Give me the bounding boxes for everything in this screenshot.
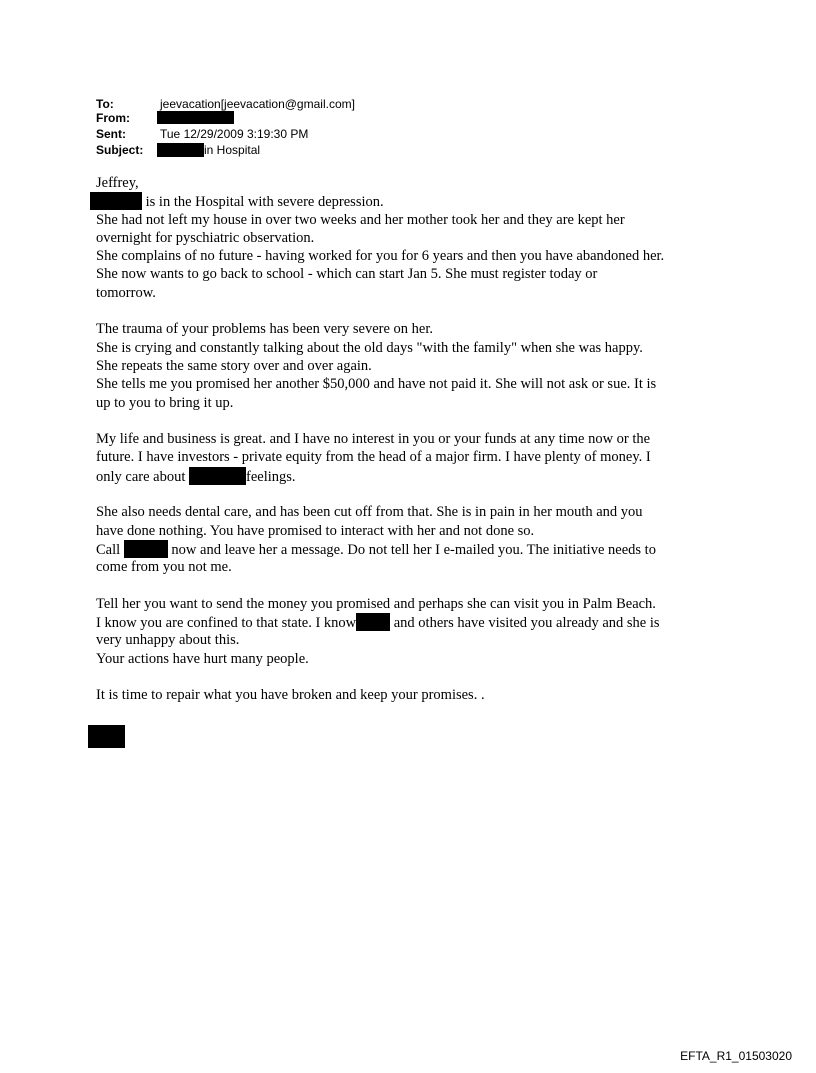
body-line: is in the Hospital with severe depression. <box>96 192 736 210</box>
subject-value-wrap <box>157 143 260 157</box>
to-value: jeevacation[jeevacation@gmail.com] <box>160 97 355 111</box>
body-line: It is time to repair what you have broken and keep your promises. . <box>96 687 485 704</box>
name-redaction <box>124 540 168 558</box>
name-redaction <box>356 613 390 631</box>
body-line: She repeats the same story over and over again. <box>96 357 372 374</box>
name-redaction <box>189 467 246 485</box>
body-line: She also needs dental care, and has been cut off from that. She is in pain in her mouth and you <box>96 504 643 521</box>
document-id: EFTA_R1_01503020 <box>680 1049 792 1063</box>
body-line: I know you are confined to that state. I know and others have visited you already and she is <box>96 615 660 632</box>
sent-label: Sent: <box>96 127 126 141</box>
subject-label: Subject: <box>96 143 144 157</box>
body-line: She tells me you promised her another $50,000 and have not paid it. She will not ask or sue. It is <box>96 376 657 393</box>
body-line: up to you to bring it up. <box>96 394 234 411</box>
email-body <box>96 174 736 705</box>
name-redaction <box>90 192 142 210</box>
signature-redaction <box>88 725 125 748</box>
body-line: very unhappy about this. <box>96 632 240 649</box>
body-line: future. I have investors - private equity from the head of a major firm. I have plenty of money. I <box>96 449 651 466</box>
body-line: only care about feelings. <box>96 468 296 485</box>
body-line: overnight for pyschiatric observation. <box>96 229 315 246</box>
sent-value: Tue 12/29/2009 3:19:30 PM <box>160 127 309 141</box>
body-line: come from you not me. <box>96 559 232 576</box>
greeting: Jeffrey, <box>96 175 139 191</box>
body-line: Call now and leave her a message. Do not tell her I e-mailed you. The initiative needs to <box>96 541 656 558</box>
to-label: To: <box>96 97 114 111</box>
subject-redaction <box>157 143 204 157</box>
body-line: She had not left my house in over two weeks and her mother took her and they are kept her <box>96 211 625 228</box>
body-line: tomorrow. <box>96 284 156 301</box>
from-redaction <box>157 111 234 125</box>
body-line: She is crying and constantly talking about the old days "with the family" when she was happy. <box>96 339 643 356</box>
from-label: From: <box>96 111 130 125</box>
body-line: She complains of no future - having worked for you for 6 years and then you have abandoned her. <box>96 248 665 265</box>
body-line: Tell her you want to send the money you promised and perhaps she can visit you in Palm Beach. <box>96 595 656 612</box>
body-line: The trauma of your problems has been very severe on her. <box>96 321 434 338</box>
body-line: She now wants to go back to school - which can start Jan 5. She must register today or <box>96 266 598 283</box>
body-line: Your actions have hurt many people. <box>96 650 309 667</box>
body-line: My life and business is great. and I have no interest in you or your funds at any time now or the <box>96 431 651 448</box>
subject-value: in Hospital <box>204 143 261 157</box>
body-line: have done nothing. You have promised to interact with her and not done so. <box>96 522 535 539</box>
